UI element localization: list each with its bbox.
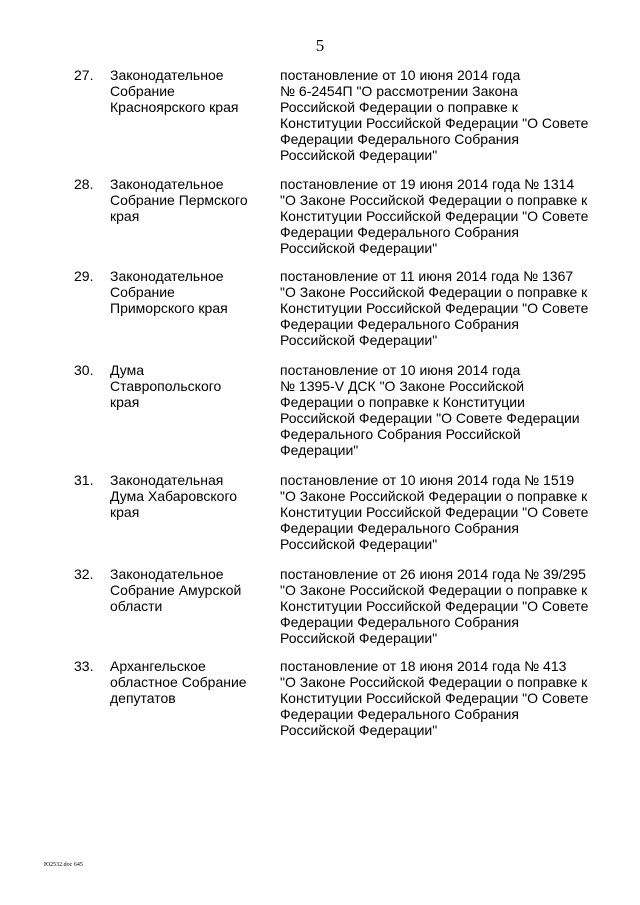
doc-line: Федерации Федерального Собрания xyxy=(280,614,519,630)
doc-line: Конституции Российской Федерации "О Совете xyxy=(280,208,589,224)
legislative-body xyxy=(110,472,266,520)
doc-line: № 6-2454П "О рассмотрении Закона xyxy=(280,83,518,99)
doc-line: Российской Федерации о поправке к xyxy=(280,99,518,115)
resolution-text xyxy=(280,176,610,256)
item-number: 30. xyxy=(74,362,94,378)
resolution-text xyxy=(280,658,610,738)
item-number: 29. xyxy=(74,268,94,284)
doc-line: постановление от 10 июня 2014 года xyxy=(280,362,521,378)
doc-line: Федерации" xyxy=(280,442,359,458)
body-line: Законодательное xyxy=(110,268,224,284)
item-number: 28. xyxy=(74,176,94,192)
body-line: области xyxy=(110,598,163,614)
body-line: Собрание Пермского xyxy=(110,192,248,208)
item-number: 32. xyxy=(74,566,94,582)
item-number: 27. xyxy=(74,67,94,83)
body-line: Дума Хабаровского xyxy=(110,488,238,504)
resolution-text xyxy=(280,362,610,458)
doc-line: "О Законе Российской Федерации о поправке к xyxy=(280,674,588,690)
doc-line: Федерации о поправке к Конституции xyxy=(280,394,525,410)
doc-line: Конституции Российской Федерации "О Совете xyxy=(280,504,589,520)
legislative-body xyxy=(110,67,266,115)
item-number: 31. xyxy=(74,472,94,488)
doc-line: постановление от 10 июня 2014 года xyxy=(280,67,521,83)
body-line: Архангельское xyxy=(110,658,206,674)
doc-line: "О Законе Российской Федерации о поправке к xyxy=(280,488,588,504)
legislative-body xyxy=(110,566,266,614)
body-line: Законодательное xyxy=(110,566,224,582)
body-line: Приморского края xyxy=(110,300,228,316)
doc-line: постановление от 26 июня 2014 года № 39/295 xyxy=(280,566,586,582)
doc-line: постановление от 10 июня 2014 года № 1519 xyxy=(280,472,575,488)
doc-line: № 1395-V ДСК "О Законе Российской xyxy=(280,378,525,394)
doc-line: Российской Федерации" xyxy=(280,536,438,552)
body-line: Ставропольского xyxy=(110,378,222,394)
doc-line: Федерального Собрания Российской xyxy=(280,426,521,442)
doc-line: Российской Федерации" xyxy=(280,722,438,738)
doc-line: Федерации Федерального Собрания xyxy=(280,131,519,147)
legislative-body xyxy=(110,362,266,410)
doc-line: Российской Федерации" xyxy=(280,147,438,163)
item-number: 33. xyxy=(74,658,94,674)
doc-line: Федерации Федерального Собрания xyxy=(280,520,519,536)
body-line: края xyxy=(110,504,140,520)
doc-line: "О Законе Российской Федерации о поправке к xyxy=(280,284,588,300)
page-number: 5 xyxy=(315,36,325,55)
footer-document-code: Ю2532.doc 645 xyxy=(44,862,83,868)
resolution-text xyxy=(280,268,610,348)
resolution-text xyxy=(280,566,610,646)
body-line: Собрание Амурской xyxy=(110,582,242,598)
doc-line: постановление от 19 июня 2014 года № 1314 xyxy=(280,176,575,192)
body-line: края xyxy=(110,208,140,224)
doc-line: Российской Федерации" xyxy=(280,630,438,646)
resolution-text xyxy=(280,67,610,163)
body-line: Красноярского края xyxy=(110,99,239,115)
body-line: Законодательная xyxy=(110,472,224,488)
doc-line: Конституции Российской Федерации "О Совете xyxy=(280,115,589,131)
doc-line: Федерации Федерального Собрания xyxy=(280,224,519,240)
doc-line: Российской Федерации "О Совете Федерации xyxy=(280,410,580,426)
body-line: Собрание xyxy=(110,284,175,300)
legislative-body xyxy=(110,176,266,224)
doc-line: Федерации Федерального Собрания xyxy=(280,316,519,332)
body-line: Законодательное xyxy=(110,67,224,83)
doc-line: Российской Федерации" xyxy=(280,332,438,348)
doc-line: постановление от 11 июня 2014 года № 1367 xyxy=(280,268,574,284)
doc-line: Конституции Российской Федерации "О Совете xyxy=(280,690,589,706)
resolution-text xyxy=(280,472,610,552)
body-line: Дума xyxy=(110,362,145,378)
doc-line: Конституции Российской Федерации "О Совете xyxy=(280,300,589,316)
doc-line: Российской Федерации" xyxy=(280,240,438,256)
doc-line: постановление от 18 июня 2014 года № 413 xyxy=(280,658,567,674)
body-line: Собрание xyxy=(110,83,175,99)
doc-line: Федерации Федерального Собрания xyxy=(280,706,519,722)
body-line: депутатов xyxy=(110,690,176,706)
doc-line: "О Законе Российской Федерации о поправке к xyxy=(280,582,588,598)
doc-line: "О Законе Российской Федерации о поправке к xyxy=(280,192,588,208)
body-line: края xyxy=(110,394,140,410)
body-line: областное Собрание xyxy=(110,674,247,690)
legislative-body xyxy=(110,658,266,706)
body-line: Законодательное xyxy=(110,176,224,192)
legislative-body xyxy=(110,268,266,316)
doc-line: Конституции Российской Федерации "О Совете xyxy=(280,598,589,614)
